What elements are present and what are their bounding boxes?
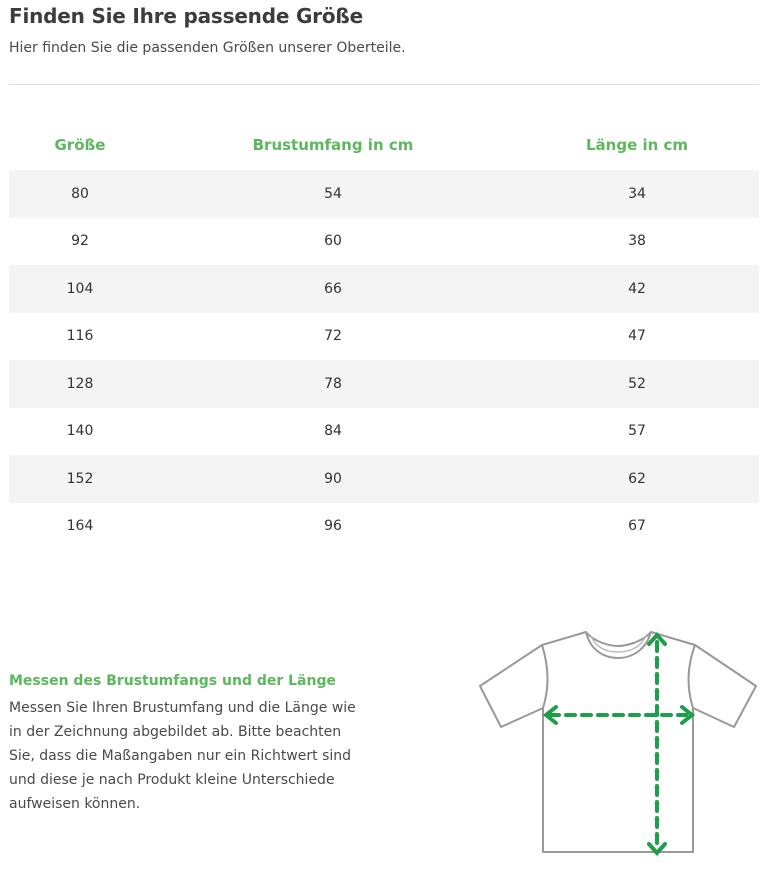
measure-heading: Messen des Brustumfangs und der Länge xyxy=(9,673,336,689)
cell-length: 52 xyxy=(515,360,759,408)
cell-chest: 72 xyxy=(324,328,342,345)
cell-chest: 54 xyxy=(151,170,515,218)
cell-chest: 66 xyxy=(151,265,515,313)
cell-size: 140 xyxy=(66,423,94,440)
table-row xyxy=(9,455,759,503)
cell-length: 57 xyxy=(628,423,646,440)
table-row xyxy=(9,170,759,218)
cell-chest: 78 xyxy=(151,360,515,408)
column-header-length: Länge in cm xyxy=(585,136,689,154)
table-row xyxy=(9,265,759,313)
table-row xyxy=(9,408,759,456)
table-row xyxy=(9,360,759,408)
cell-length: 34 xyxy=(515,170,759,218)
cell-length: 38 xyxy=(628,233,646,250)
cell-chest: 60 xyxy=(324,233,342,250)
cell-chest: 96 xyxy=(324,518,342,535)
cell-size: 164 xyxy=(66,518,94,535)
header-divider xyxy=(9,84,759,85)
cell-length: 67 xyxy=(628,518,646,535)
cell-size: 128 xyxy=(9,360,151,408)
cell-size: 152 xyxy=(9,455,151,503)
table-header-row xyxy=(9,120,759,170)
cell-size: 92 xyxy=(71,233,89,250)
page-title: Finden Sie Ihre passende Größe xyxy=(9,4,363,28)
tshirt-measurement-icon xyxy=(476,624,760,864)
size-table xyxy=(9,120,759,550)
cell-length: 62 xyxy=(515,455,759,503)
cell-size: 80 xyxy=(9,170,151,218)
cell-chest: 84 xyxy=(324,423,342,440)
table-row xyxy=(9,503,759,551)
page-subtitle: Hier finden Sie die passenden Größen unserer Oberteile. xyxy=(9,40,406,56)
measure-description: Messen Sie Ihren Brustumfang und die Länge wie in der Zeichnung abgebildet ab. Bitte beachten Sie, dass die Maßangaben nur ein Richtwert sind und diese je nach Produkt kleine Unterschiede aufweisen können. xyxy=(9,700,356,812)
column-header-size: Größe xyxy=(54,136,106,154)
table-row xyxy=(9,313,759,361)
cell-length: 42 xyxy=(515,265,759,313)
cell-chest: 90 xyxy=(151,455,515,503)
cell-length: 47 xyxy=(628,328,646,345)
cell-size: 104 xyxy=(9,265,151,313)
tshirt-outline xyxy=(480,632,756,852)
column-header-chest: Brustumfang in cm xyxy=(252,136,414,154)
cell-size: 116 xyxy=(66,328,94,345)
table-row xyxy=(9,218,759,266)
